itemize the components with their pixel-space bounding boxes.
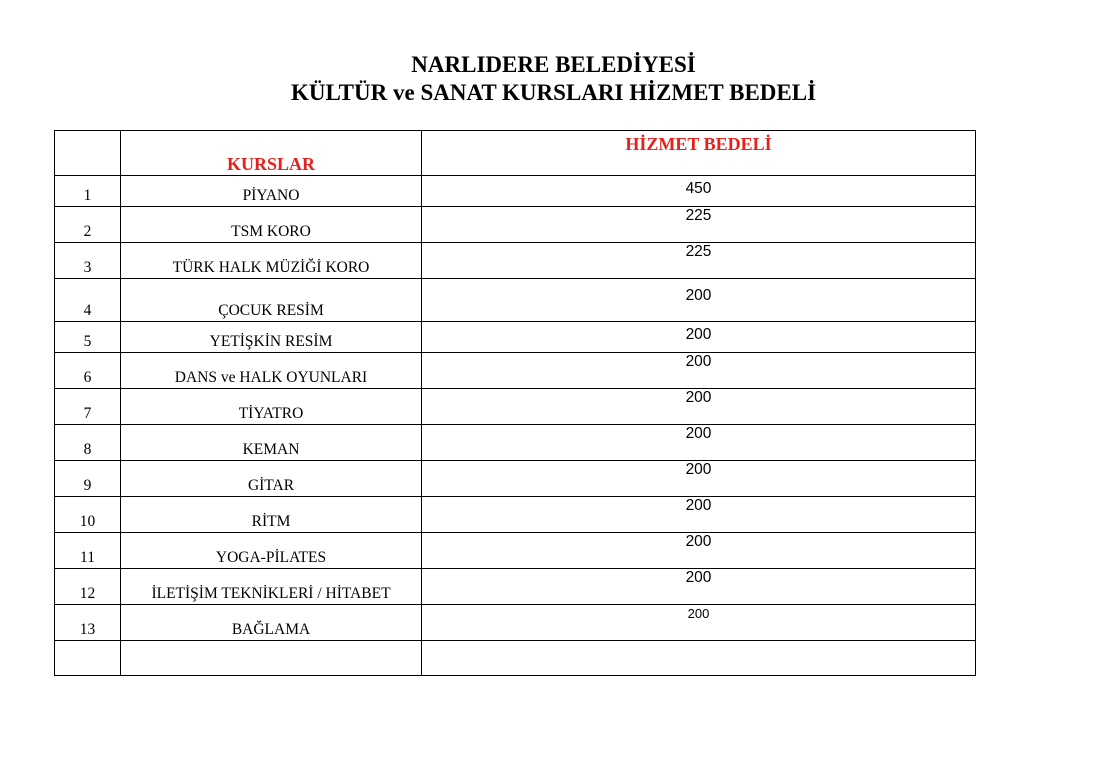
row-course: KEMAN	[121, 425, 422, 461]
row-number: 8	[55, 425, 121, 461]
row-fee: 200	[422, 425, 976, 461]
row-number: 7	[55, 389, 121, 425]
row-number: 6	[55, 353, 121, 389]
header-number	[55, 131, 121, 176]
row-course: BAĞLAMA	[121, 605, 422, 641]
row-fee	[422, 605, 976, 641]
table-row	[55, 605, 976, 641]
row-number: 5	[55, 322, 121, 353]
header-courses: KURSLAR	[121, 131, 422, 176]
table-row	[55, 569, 976, 605]
row-course: ÇOCUK RESİM	[121, 279, 422, 322]
table-row	[55, 322, 976, 353]
row-number: 2	[55, 207, 121, 243]
row-fee: 200	[422, 322, 976, 353]
table-row	[55, 176, 976, 207]
row-number: 4	[55, 279, 121, 322]
row-course: İLETİŞİM TEKNİKLERİ / HİTABET	[121, 569, 422, 605]
row-course: TİYATRO	[121, 389, 422, 425]
table-row	[55, 533, 976, 569]
table-row	[55, 497, 976, 533]
row-fee: 200	[422, 569, 976, 605]
row-course: RİTM	[121, 497, 422, 533]
empty-cell	[121, 641, 422, 676]
document-title: NARLIDERE BELEDİYESİ	[411, 52, 696, 77]
table-row	[55, 389, 976, 425]
row-fee: 200	[422, 533, 976, 569]
table-header-row	[55, 131, 976, 176]
table-row	[55, 353, 976, 389]
row-fee: 200	[422, 389, 976, 425]
table-row	[55, 279, 976, 322]
empty-cell	[422, 641, 976, 676]
row-fee-value: 200	[687, 606, 710, 621]
row-course: TSM KORO	[121, 207, 422, 243]
header-service-fee: HİZMET BEDELİ	[422, 131, 976, 176]
row-fee: 225	[422, 207, 976, 243]
row-course: YETİŞKİN RESİM	[121, 322, 422, 353]
row-number: 12	[55, 569, 121, 605]
row-fee: 200	[422, 353, 976, 389]
row-number: 10	[55, 497, 121, 533]
row-fee: 200	[422, 279, 976, 322]
row-course: GİTAR	[121, 461, 422, 497]
table-row	[55, 425, 976, 461]
row-number: 1	[55, 176, 121, 207]
document-subtitle: KÜLTÜR ve SANAT KURSLARI HİZMET BEDELİ	[290, 80, 817, 105]
row-fee: 450	[422, 176, 976, 207]
row-fee: 225	[422, 243, 976, 279]
row-course: TÜRK HALK MÜZİĞİ KORO	[121, 243, 422, 279]
row-fee: 200	[422, 497, 976, 533]
fees-table	[54, 130, 976, 676]
table-row	[55, 207, 976, 243]
table-row	[55, 243, 976, 279]
row-number: 13	[55, 605, 121, 641]
table-row	[55, 461, 976, 497]
row-fee: 200	[422, 461, 976, 497]
row-course: DANS ve HALK OYUNLARI	[121, 353, 422, 389]
empty-row	[55, 641, 976, 676]
row-course: YOGA-PİLATES	[121, 533, 422, 569]
row-number: 9	[55, 461, 121, 497]
row-number: 3	[55, 243, 121, 279]
row-course: PİYANO	[121, 176, 422, 207]
empty-cell	[55, 641, 121, 676]
row-number: 11	[55, 533, 121, 569]
